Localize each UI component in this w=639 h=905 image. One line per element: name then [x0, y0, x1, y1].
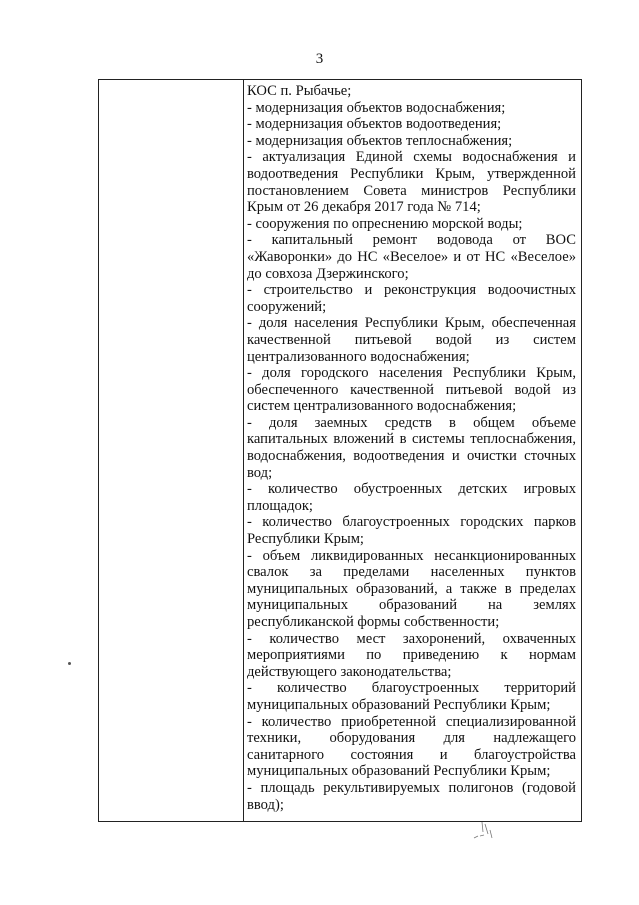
- indicator-entry: [247, 780, 576, 813]
- entry-line: - количество благоустроенных территорий: [247, 680, 576, 697]
- entry-line: - модернизация объектов теплоснабжения;: [247, 132, 513, 149]
- entry-line: свалок за пределами населенных пунктов: [247, 564, 576, 581]
- entry-line: постановлением Совета министров Республики: [247, 182, 576, 199]
- entry-line: действующего законодательства;: [247, 663, 452, 680]
- entry-line: - количество приобретенной специализированной: [247, 713, 576, 730]
- entry-line: капитальных вложений в системы теплоснабжения,: [247, 431, 576, 448]
- column-divider: [243, 80, 244, 821]
- entry-line: Крым от 26 декабря 2017 года № 714;: [247, 199, 481, 216]
- entry-line: Республики Крым;: [247, 531, 364, 548]
- entry-line: республиканской формы собственности;: [247, 614, 500, 630]
- indicator-entry: [247, 514, 576, 547]
- entry-line: водоснабжения, водоотведения и очистки сточных: [247, 448, 576, 465]
- entry-line: водоотведения Республики Крым, утвержденной: [247, 165, 576, 182]
- entry-line: обеспеченного качественной питьевой водой из: [247, 381, 576, 398]
- entry-line: - количество обустроенных детских игровых: [247, 481, 576, 498]
- indicator-entry: [247, 680, 576, 713]
- indicator-entry: [247, 100, 576, 117]
- entry-line: вод;: [247, 464, 273, 481]
- page-number: 3: [315, 51, 324, 67]
- indicator-entry: [247, 631, 576, 681]
- indicator-entry: [247, 149, 576, 215]
- indicator-entry: [247, 133, 576, 150]
- entry-line: - актуализация Единой схемы водоснабжения и: [247, 149, 576, 166]
- entry-line: площадок;: [247, 497, 313, 514]
- indicator-entry: [247, 365, 576, 415]
- entry-line: - объем ликвидированных несанкционированных: [247, 547, 576, 564]
- indicator-entry: [247, 714, 576, 780]
- entry-line: - количество благоустроенных городских парков: [247, 514, 576, 531]
- entry-line: ввод);: [247, 796, 284, 813]
- entry-line: сооружений;: [247, 298, 327, 315]
- indicator-entry: [247, 481, 576, 514]
- indicator-entry: [247, 548, 576, 631]
- indicator-table: [98, 79, 582, 822]
- entry-line: муниципальных образований на землях: [247, 597, 576, 614]
- indicator-entry: [247, 315, 576, 365]
- scan-dot: [68, 662, 71, 665]
- indicator-entry: [247, 415, 576, 481]
- entry-line: муниципальных образований, а также в пределах: [247, 580, 576, 597]
- entry-line: - модернизация объектов водоснабжения;: [247, 99, 506, 116]
- indicator-entry: [247, 232, 576, 282]
- indicator-entry: [247, 116, 576, 133]
- entry-line: - строительство и реконструкция водоочистных: [247, 282, 576, 299]
- entry-line: «Жаворонки» до НС «Веселое» и от НС «Веселое»: [247, 248, 576, 265]
- entry-line: муниципальных образований Республики Крым;: [247, 763, 551, 780]
- entry-line: - доля заемных средств в общем объеме: [247, 414, 576, 431]
- entry-line: КОС п. Рыбачье;: [247, 83, 352, 99]
- indicator-entry: [247, 83, 576, 100]
- indicators-cell: [247, 83, 576, 813]
- entry-line: - доля городского населения Республики Крым,: [247, 365, 576, 382]
- entry-line: - площадь рекультивируемых полигонов (годовой: [247, 779, 576, 796]
- entry-line: систем централизованного водоснабжения;: [247, 398, 517, 415]
- entry-line: санитарного состояния и благоустройства: [247, 746, 576, 763]
- entry-line: качественной питьевой водой из систем: [247, 331, 576, 348]
- entry-line: - количество мест захоронений, охваченных: [247, 630, 576, 647]
- entry-line: до совхоза Дзержинского;: [247, 265, 409, 282]
- entry-line: техники, оборудования для надлежащего: [247, 730, 576, 747]
- entry-line: - доля населения Республики Крым, обеспеченная: [247, 315, 576, 332]
- entry-line: - капитальный ремонт водовода от ВОС: [247, 232, 576, 249]
- indicator-entry: [247, 282, 576, 315]
- entry-line: - модернизация объектов водоотведения;: [247, 116, 502, 133]
- entry-line: муниципальных образований Республики Крым;: [247, 696, 551, 713]
- entry-line: мероприятиями по приведению к нормам: [247, 647, 576, 664]
- entry-line: централизованного водоснабжения;: [247, 348, 470, 365]
- scan-marks: [470, 818, 500, 844]
- indicator-entry: [247, 216, 576, 233]
- entry-line: - сооружения по опреснению морской воды;: [247, 215, 523, 232]
